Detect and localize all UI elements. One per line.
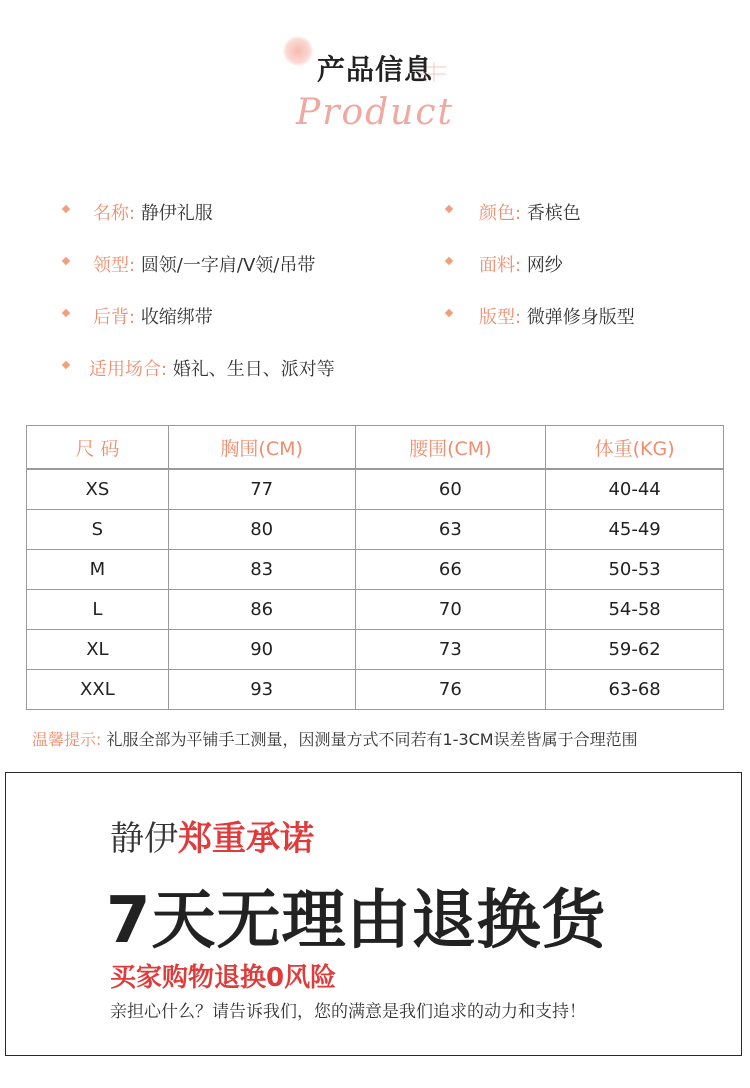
bullet-icon <box>445 309 453 317</box>
promise-title: 郑重承诺 <box>178 819 314 859</box>
table-cell: L <box>27 590 169 630</box>
table-cell: 66 <box>355 550 546 590</box>
table-cell: 93 <box>168 670 355 710</box>
info-label: 版型: <box>479 307 522 328</box>
info-fabric <box>479 251 563 277</box>
info-value: 静伊礼服 <box>140 203 213 224</box>
info-value: 圆领/一字肩/V领/吊带 <box>140 255 316 276</box>
table-cell: 54-58 <box>546 590 724 630</box>
tip-label: 温馨提示: <box>32 730 102 749</box>
table-row <box>27 469 724 510</box>
promise-heading <box>110 811 314 860</box>
table-cell: 50-53 <box>546 550 724 590</box>
info-color <box>479 199 581 225</box>
table-row <box>27 590 724 630</box>
table-row <box>27 630 724 670</box>
info-label: 颜色: <box>479 203 522 224</box>
product-info-header <box>0 0 750 150</box>
table-cell: 45-49 <box>546 510 724 550</box>
info-occasion <box>89 355 335 381</box>
info-label: 名称: <box>93 203 136 224</box>
table-cell: 86 <box>168 590 355 630</box>
bullet-icon <box>62 257 70 265</box>
table-cell: 40-44 <box>546 469 724 510</box>
bullet-icon <box>445 205 453 213</box>
table-cell: 60 <box>355 469 546 510</box>
table-row <box>27 550 724 590</box>
measurement-tip <box>32 727 638 750</box>
info-name <box>93 199 213 225</box>
section-title: 产品信息 <box>316 53 433 86</box>
table-cell: 63 <box>355 510 546 550</box>
info-label: 面料: <box>479 255 522 276</box>
info-value: 婚礼、生日、派对等 <box>172 359 335 380</box>
table-row <box>27 510 724 550</box>
table-cell: 70 <box>355 590 546 630</box>
table-cell: XXL <box>27 670 169 710</box>
brand-name: 静伊 <box>110 819 178 859</box>
info-label: 适用场合: <box>89 359 168 380</box>
table-cell: XS <box>27 469 169 510</box>
bullet-icon <box>62 205 70 213</box>
bullet-icon <box>62 361 70 369</box>
bullet-icon <box>445 257 453 265</box>
tip-text: 礼服全部为平铺手工测量，因测量方式不同若有1-3CM误差皆属于合理范围 <box>106 730 638 749</box>
column-header: 体重(KG) <box>546 426 724 470</box>
script-title: Product <box>296 92 454 133</box>
column-header: 尺 码 <box>27 426 169 470</box>
table-cell: 77 <box>168 469 355 510</box>
bullet-icon <box>62 309 70 317</box>
table-cell: 76 <box>355 670 546 710</box>
table-cell: 80 <box>168 510 355 550</box>
return-headline: 7天无理由退换货 <box>106 884 607 958</box>
table-cell: XL <box>27 630 169 670</box>
column-header: 腰围(CM) <box>355 426 546 470</box>
zero-risk-line: 买家购物退换0风险 <box>110 963 337 993</box>
table-cell: 90 <box>168 630 355 670</box>
info-value: 香槟色 <box>526 203 581 224</box>
info-value: 收缩绑带 <box>140 307 213 328</box>
info-label: 后背: <box>93 307 136 328</box>
info-back <box>93 303 213 329</box>
support-note: 亲担心什么？请告诉我们，您的满意是我们追求的动力和支持！ <box>110 1002 586 1022</box>
table-row <box>27 670 724 710</box>
table-header-row <box>27 426 724 470</box>
table-cell: 63-68 <box>546 670 724 710</box>
table-cell: 59-62 <box>546 630 724 670</box>
promise-box <box>5 772 742 1056</box>
table-cell: 73 <box>355 630 546 670</box>
info-collar <box>93 251 315 277</box>
info-value: 微弹修身版型 <box>526 307 635 328</box>
info-value: 网纱 <box>526 255 563 276</box>
table-cell: M <box>27 550 169 590</box>
table-cell: 83 <box>168 550 355 590</box>
column-header: 胸围(CM) <box>168 426 355 470</box>
table-cell: S <box>27 510 169 550</box>
size-table <box>26 425 724 710</box>
info-label: 领型: <box>93 255 136 276</box>
info-fit <box>479 303 635 329</box>
